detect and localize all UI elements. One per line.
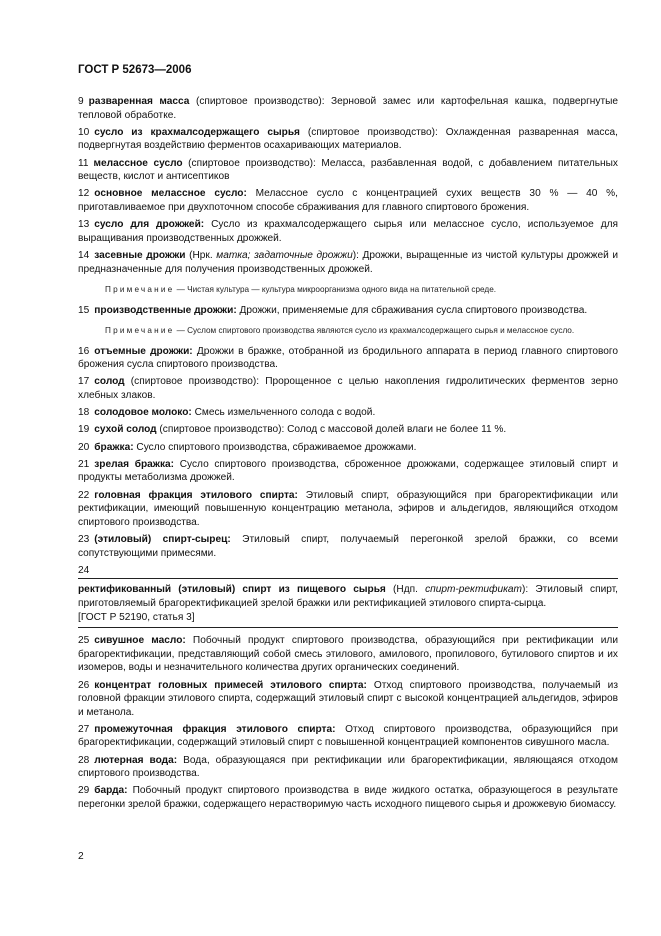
term-entry-9: 9 разваренная масса (спиртовое производство): Зерновой замес или картофельная кашка, подвергнутые тепловой обработке. [78,96,618,121]
term-entry-17: 17 солод (спиртовое производство): Пророщенное с целью накопления гидролитических ферментов зерно хлебных злаков. [78,376,618,402]
terms-list [78,95,618,815]
page-number: 2 [78,851,84,862]
term-entry-20: 20 бражка: Сусло спиртового производства, сбраживаемое дрожжами. [78,441,417,453]
note-2: Примечание — Суслом спиртового производства являются сусло из крахмалсодержащего сырья и мелассное сусло. [105,326,575,336]
term-entry-19: 19 сухой солод (спиртовое производство): Солод с массовой долей влаги не более 11 %. [78,424,507,436]
term-entry-28: 28 лютерная вода: Вода, образующаяся при ректификации или брагоректификации, являющаяся отходом спиртового производства. [78,754,619,780]
box-definition: ректификованный (этиловый) спирт из пищевого сырья (Ндп. спирт-ректификат): Этиловый спирт, приготовляемый брагоректификацией зрелой бражки или ректификацией этилового спирта-сырца. [78,584,618,609]
term-entry-29: 29 барда: Побочный продукт спиртового производства в виде жидкого остатка, образующегося в результате перегонки зрелой бражки, содержащего нерастворимую часть исходного пищевого сырья и дрожжевую биомассу. [78,785,618,811]
term-entry-24-number: 24 [78,564,90,576]
term-entry-10: 10 сусло из крахмалсодержащего сырья (спиртовое производство): Охлажденная разваренная масса, подвергнутая воздействию ферментов осахаривающих материалов. [78,126,618,152]
term-entry-24-box [78,578,618,628]
term-entry-22: 22 головная фракция этилового спирта: Этиловый спирт, образующийся при брагоректификации или ректификации, имеющий повышенную концентрацию метанола, эфиров и альдегидов, являющийся отходом спиртового производства. [78,489,618,528]
term-entry-14: 14 засевные дрожжи (Нрк. матка; задаточные дрожжи): Дрожжи, выращенные из чистой культуры дрожжей и предназначенные для получения производственных дрожжей. [78,249,618,275]
term-entry-23: 23 (этиловый) спирт-сырец: Этиловый спирт, получаемый перегонкой зрелой бражки, со всеми сопутствующими примесями. [78,533,618,559]
term-entry-18: 18 солодовое молоко: Смесь измельченного солода с водой. [78,407,376,419]
box-reference: [ГОСТ Р 52190, статья 3] [78,611,195,623]
note-1: Примечание — Чистая культура — культура микроорганизма одного вида на питательной среде. [105,285,497,295]
term-entry-25: 25 сивушное масло: Побочный продукт спиртового производства, образующийся при ректификации или брагоректификации, представляющий собой смесь этилового, амилового, пропилового, бутилового спиртов и их изомеров, воды и незначительного количества других органических соединений. [78,635,618,674]
term-entry-27: 27 промежуточная фракция этилового спирта: Отход спиртового производства, образующийся при брагоректификации, содержащий этиловый спирт с повышенной концентрацией компонентов сивушного масла. [78,723,618,749]
term-entry-11: 11 мелассное сусло (спиртовое производство): Меласса, разбавленная водой, с добавлением питательных веществ, кислот и антисептиков [78,157,618,183]
term-entry-12: 12 основное мелассное сусло: Мелассное сусло с концентрацией сухих веществ 30 % — 40 %, приготавливаемое при двухпоточном способе сбраживания для главного спиртового брожения. [78,188,618,213]
document-header: ГОСТ Р 52673—2006 [78,64,192,76]
term-entry-13: 13 сусло для дрожжей: Сусло из крахмалсодержащего сырья или мелассное сусло, используемое для выращивания производственных дрожжей. [78,219,618,244]
term-entry-21: 21 зрелая бражка: Сусло спиртового производства, сброженное дрожжами, содержащее этиловый спирт и продукты метаболизма дрожжей. [78,458,618,484]
term-entry-26: 26 концентрат головных примесей этилового спирта: Отход спиртового производства, получаемый из головной фракции этилового спирта, содержащий этиловый спирт с высокой концентрацией альдегидов, эфиров и метанола. [78,679,618,718]
term-entry-15: 15 производственные дрожжи: Дрожжи, применяемые для сбраживания сусла спиртового производства. [78,304,588,316]
term-entry-16: 16 отъемные дрожжи: Дрожжи в бражке, отобранной из бродильного аппарата в период главного спиртового брожения сусла спиртового производства. [78,345,618,371]
